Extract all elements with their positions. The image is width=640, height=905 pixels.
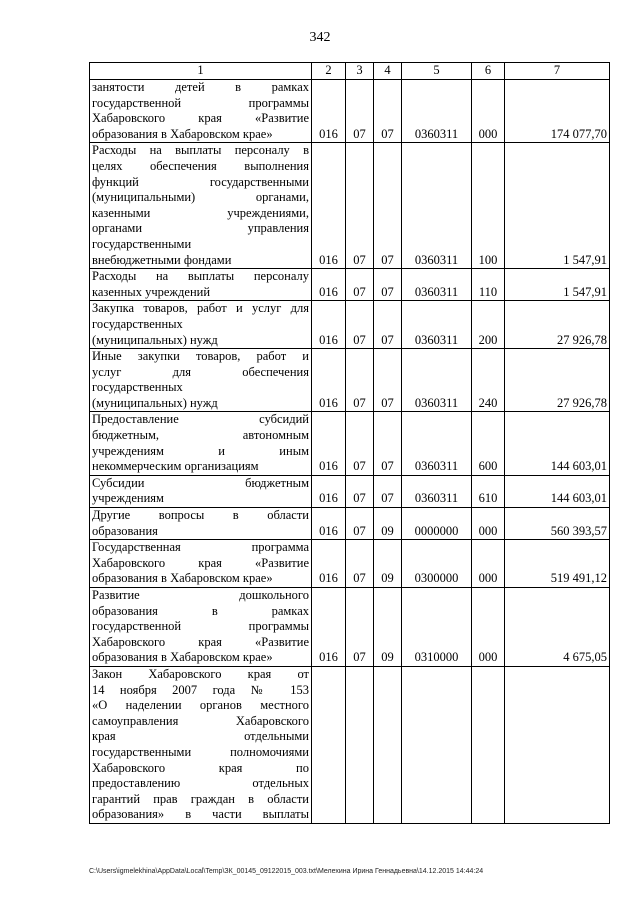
description-line: (муниципальных) нужд [92,395,218,410]
description-line: Развитие дошкольного [92,588,309,602]
cell-amount: 1 547,91 [505,269,610,301]
header-row [90,63,610,80]
cell-target-article: 0360311 [402,301,472,349]
cell-section-code: 07 [346,143,374,269]
table-row [90,475,610,507]
cell-section-code: 07 [346,588,374,667]
cell-section-code [346,666,374,823]
cell-subsection-code: 07 [374,269,402,301]
description-line: государственной программы [92,95,309,110]
description-line: государственными [92,236,192,251]
cell-target-article: 0300000 [402,540,472,588]
row-description [90,301,312,349]
file-path-footer: C:\Users\igmelekhina\AppData\Local\Temp\ЗК_00145_09122015_003.txt\Мелехина Ирина Геннадьевна\14.12.2015 14:44:24 [89,868,484,875]
budget-table [89,62,610,824]
cell-ministry-code [312,666,346,823]
description-line: бюджетным, автономным [92,428,309,443]
description-line: государственной программы [92,619,309,634]
cell-ministry-code: 016 [312,143,346,269]
description-line: Предоставление субсидий [92,412,309,427]
description-line: государственными полномочиями [92,744,309,759]
description-line: края отдельными [92,729,309,744]
cell-subsection-code: 07 [374,80,402,143]
row-description [90,143,312,269]
row-description [90,412,312,475]
cell-expense-type: 110 [472,269,505,301]
header-col-2: 2 [312,63,346,80]
cell-expense-type [472,666,505,823]
cell-target-article [402,666,472,823]
description-line: казенными учреждениями, [92,205,309,220]
cell-target-article: 0360311 [402,412,472,475]
description-line: Хабаровского края «Развитие [92,555,309,570]
row-description [90,588,312,667]
description-line: казенных учреждений [92,284,211,299]
cell-expense-type: 200 [472,301,505,349]
cell-subsection-code: 07 [374,349,402,412]
cell-target-article: 0360311 [402,269,472,301]
header-col-4: 4 [374,63,402,80]
cell-amount [505,666,610,823]
description-line: образования в Хабаровском крае» [92,126,273,141]
description-line: учреждениям [92,491,164,506]
cell-subsection-code: 09 [374,540,402,588]
cell-amount: 174 077,70 [505,80,610,143]
description-line: Хабаровского края «Развитие [92,634,309,649]
cell-section-code: 07 [346,540,374,588]
description-line: услуг для обеспечения [92,364,309,379]
cell-section-code: 07 [346,269,374,301]
description-line: целях обеспечения выполнения [92,158,309,173]
table-row [90,80,610,143]
description-line: образования в Хабаровском крае» [92,650,273,665]
cell-ministry-code: 016 [312,269,346,301]
cell-subsection-code: 07 [374,143,402,269]
description-line: образования в рамках [92,603,309,618]
row-description [90,269,312,301]
description-line: (муниципальных) нужд [92,332,218,347]
description-line: некоммерческим организациям [92,459,259,474]
description-line: функций государственными [92,174,309,189]
cell-target-article: 0360311 [402,349,472,412]
cell-section-code: 07 [346,349,374,412]
description-line: учреждениям и иным [92,443,309,458]
cell-target-article: 0360311 [402,475,472,507]
cell-subsection-code [374,666,402,823]
page-number: 342 [309,30,331,45]
row-description [90,508,312,540]
cell-section-code: 07 [346,475,374,507]
cell-section-code: 07 [346,301,374,349]
row-description [90,475,312,507]
cell-amount: 4 675,05 [505,588,610,667]
cell-amount: 144 603,01 [505,412,610,475]
row-description [90,666,312,823]
table-row [90,588,610,667]
cell-target-article: 0310000 [402,588,472,667]
cell-expense-type: 600 [472,412,505,475]
description-line: Государственная программа [92,540,309,555]
cell-amount: 1 547,91 [505,143,610,269]
header-col-1: 1 [90,63,312,80]
cell-subsection-code: 09 [374,588,402,667]
description-line: государственных [92,316,183,331]
header-col-6: 6 [472,63,505,80]
cell-target-article: 0000000 [402,508,472,540]
table-row [90,666,610,823]
table-row [90,269,610,301]
table-row [90,349,610,412]
cell-expense-type: 610 [472,475,505,507]
cell-ministry-code: 016 [312,301,346,349]
row-description [90,349,312,412]
description-line: Хабаровского края «Развитие [92,111,309,126]
description-line: «О наделении органов местного [92,698,309,713]
cell-ministry-code: 016 [312,508,346,540]
cell-amount: 519 491,12 [505,540,610,588]
cell-subsection-code: 07 [374,412,402,475]
description-line: Субсидии бюджетным [92,475,309,490]
description-line: самоуправления Хабаровского [92,713,309,728]
description-line: образования» в части выплаты [92,807,309,822]
row-description [90,540,312,588]
cell-ministry-code: 016 [312,475,346,507]
row-description [90,80,312,143]
cell-expense-type: 000 [472,80,505,143]
description-line: внебюджетными фондами [92,252,232,267]
description-line: Другие вопросы в области [92,508,309,523]
cell-subsection-code: 07 [374,301,402,349]
description-line: занятости детей в рамках [92,80,309,94]
cell-expense-type: 240 [472,349,505,412]
table-row [90,301,610,349]
cell-subsection-code: 07 [374,475,402,507]
cell-amount: 560 393,57 [505,508,610,540]
header-col-3: 3 [346,63,374,80]
description-line: государственных [92,380,183,395]
cell-subsection-code: 09 [374,508,402,540]
cell-ministry-code: 016 [312,540,346,588]
header-col-5: 5 [402,63,472,80]
cell-expense-type: 000 [472,588,505,667]
cell-amount: 27 926,78 [505,301,610,349]
cell-ministry-code: 016 [312,588,346,667]
description-line: гарантий прав граждан в области [92,791,309,806]
table-row [90,412,610,475]
description-line: образования в Хабаровском крае» [92,571,273,586]
cell-ministry-code: 016 [312,349,346,412]
cell-amount: 144 603,01 [505,475,610,507]
description-line: (муниципальными) органами, [92,190,309,205]
cell-ministry-code: 016 [312,412,346,475]
description-line: Закупка товаров, работ и услуг для [92,301,309,316]
cell-amount: 27 926,78 [505,349,610,412]
cell-section-code: 07 [346,508,374,540]
description-line: Расходы на выплаты персоналу в [92,143,309,158]
cell-target-article: 0360311 [402,80,472,143]
cell-section-code: 07 [346,412,374,475]
description-line: Иные закупки товаров, работ и [92,349,309,364]
cell-target-article: 0360311 [402,143,472,269]
description-line: образования [92,523,158,538]
description-line: Расходы на выплаты персоналу [92,269,309,284]
description-line: Хабаровского края по [92,760,309,775]
description-line: Закон Хабаровского края от [92,666,309,681]
cell-ministry-code: 016 [312,80,346,143]
cell-expense-type: 000 [472,508,505,540]
header-col-7: 7 [505,63,610,80]
description-line: 14 ноября 2007 года № 153 [92,682,309,697]
table-row [90,540,610,588]
table-row [90,143,610,269]
cell-expense-type: 100 [472,143,505,269]
description-line: предоставлению отдельных [92,776,309,791]
description-line: органами управления [92,221,309,236]
cell-expense-type: 000 [472,540,505,588]
cell-section-code: 07 [346,80,374,143]
table-row [90,508,610,540]
